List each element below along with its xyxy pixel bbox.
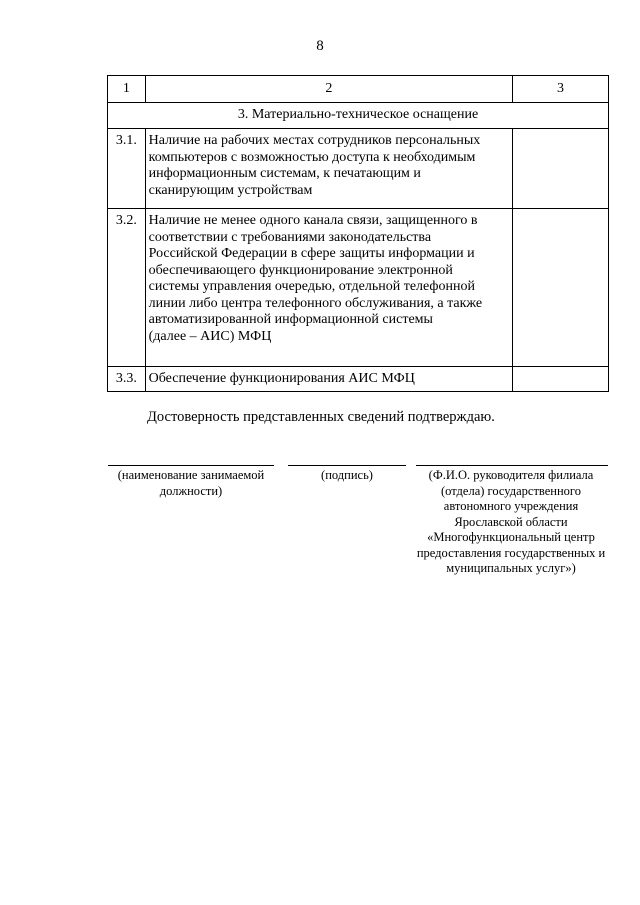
section-row (108, 103, 609, 129)
name-signature-line (416, 465, 608, 466)
row-text-line: соответствии с требованиями законодательства (148, 229, 432, 245)
row-description (145, 209, 512, 367)
caption-line: должности) (159, 483, 223, 498)
row-text-line: Наличие на рабочих местах сотрудников персональных (148, 133, 481, 148)
header-col-1: 1 (108, 76, 146, 103)
row-value-cell (513, 209, 609, 367)
row-text-line: линии либо центра телефонного обслуживания, а также (148, 295, 483, 311)
table-row (108, 209, 609, 367)
row-text-line: сканирующим устройствам (148, 182, 313, 198)
row-description (145, 129, 512, 209)
caption-line: (отдела) государственного (441, 483, 581, 498)
row-value-cell (513, 129, 609, 209)
sign-caption (288, 468, 406, 484)
row-number: 3.1. (108, 129, 146, 209)
row-number: 3.3. (108, 367, 146, 392)
row-text-line: Российской Федерации в сфере защиты информации и (148, 246, 475, 261)
row-text-line: Обеспечение функционирования АИС МФЦ (148, 370, 415, 386)
row-number: 3.2. (108, 209, 146, 367)
caption-line: муниципальных услуг») (446, 561, 576, 575)
row-value-cell (513, 367, 609, 392)
row-text-line: обеспечивающего функционирование электронной (148, 262, 453, 278)
caption-line: (подпись) (321, 468, 373, 482)
row-text-line: информационным системам, к печатающим и (148, 166, 421, 181)
sign-signature-line (288, 465, 406, 466)
row-description (145, 367, 512, 392)
page-number: 8 (316, 38, 324, 54)
caption-line: (наименование занимаемой (117, 468, 265, 482)
table-row (108, 367, 609, 392)
row-text-line: автоматизированной информационной системы (148, 312, 433, 327)
table-header-row (108, 76, 609, 103)
equipment-table (107, 75, 609, 392)
caption-line: (Ф.И.О. руководителя филиала (428, 468, 594, 482)
caption-line: предоставления государственных и (416, 545, 606, 560)
confirmation-statement: Достоверность представленных сведений подтверждаю. (147, 409, 495, 425)
row-text-line: системы управления очередью, отдельной телефонной (148, 279, 475, 294)
name-caption (408, 468, 614, 577)
section-title: 3. Материально-техническое оснащение (108, 103, 609, 129)
table-row (108, 129, 609, 209)
header-col-2: 2 (145, 76, 512, 103)
position-caption (108, 468, 274, 499)
caption-line: Ярославской области (454, 514, 568, 529)
row-text-line: (далее – АИС) МФЦ (148, 328, 272, 344)
row-text-line: компьютеров с возможностью доступа к необходимым (148, 149, 476, 165)
caption-line: «Многофункциональный центр (427, 530, 595, 544)
row-text-line: Наличие не менее одного канала связи, защищенного в (148, 213, 478, 228)
position-signature-line (108, 465, 274, 466)
header-col-3: 3 (513, 76, 609, 103)
caption-line: автономного учреждения (443, 499, 579, 513)
